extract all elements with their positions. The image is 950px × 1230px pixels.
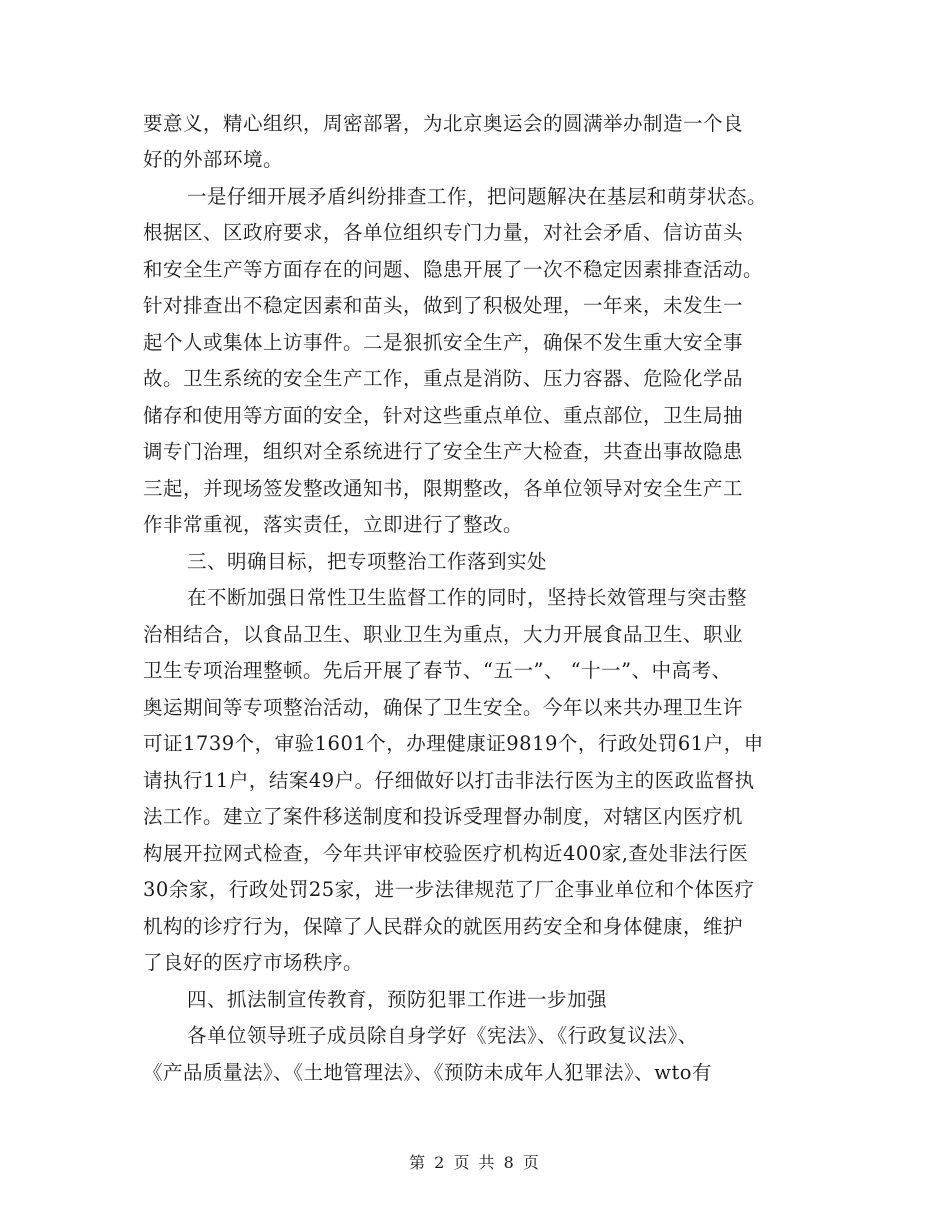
text-line: 和安全生产等方面存在的问题、隐患开展了一次不稳定因素排查活动。 — [143, 258, 764, 281]
text-line: 30余家，行政处罚25家，进一步法律规范了厂企事业单位和个体医疗 — [143, 878, 755, 901]
text-line: 根据区、区政府要求，各单位组织专门力量，对社会矛盾、信访苗头 — [143, 221, 744, 244]
text-line: 治相结合，以食品卫生、职业卫生为重点，大力开展食品卫生、职业 — [143, 623, 744, 646]
text-line: 法工作。建立了案件移送制度和投诉受理督办制度，对辖区内医疗机 — [143, 805, 744, 828]
text-line: 了良好的医疗市场秩序。 — [143, 951, 364, 974]
text-line: 机构的诊疗行为，保障了人民群众的就医用药安全和身体健康，维护 — [143, 915, 744, 938]
text-line: 要意义，精心组织，周密部署，为北京奥运会的圆满举办制造一个良 — [143, 112, 744, 135]
text-line: 奥运期间等专项整治活动，确保了卫生安全。今年以来共办理卫生许 — [143, 696, 744, 719]
text-line: 好的外部环境。 — [143, 148, 284, 171]
text-line: 故。卫生系统的安全生产工作，重点是消防、压力容器、危险化学品 — [143, 367, 744, 390]
text-line: 针对排查出不稳定因素和苗头，做到了积极处理，一年来，未发生一 — [143, 294, 744, 317]
paragraph-start: 一是仔细开展矛盾纠纷排查工作，把问题解决在基层和萌芽状态。 — [187, 185, 768, 208]
text-line: 储存和使用等方面的安全，针对这些重点单位、重点部位，卫生局抽 — [143, 404, 744, 427]
text-line: 调专门治理，组织对全系统进行了安全生产大检查，共查出事故隐患 — [143, 440, 744, 463]
text-line: 《产品质量法》、《土地管理法》、《预防未成年人犯罪法》、wto有 — [143, 1061, 713, 1084]
text-line: 三起，并现场签发整改通知书，限期整改，各单位领导对安全生产工 — [143, 477, 744, 500]
paragraph-start: 在不断加强日常性卫生监督工作的同时，坚持长效管理与突击整 — [187, 586, 748, 609]
paragraph-start: 各单位领导班子成员除自身学好《宪法》、《行政复议法》、 — [187, 1024, 698, 1047]
text-line: 构展开拉网式检查，今年共评审校验医疗机构近400家,查处非法行医 — [143, 842, 749, 865]
text-line: 作非常重视，落实责任，立即进行了整改。 — [143, 513, 524, 536]
section-heading: 三、明确目标，把专项整治工作落到实处 — [187, 550, 548, 573]
text-line: 请执行11户，结案49户。仔细做好以打击非法行医为主的医政监督执 — [143, 769, 755, 792]
section-heading: 四、抓法制宣传教育，预防犯罪工作进一步加强 — [187, 988, 608, 1011]
text-line: 卫生专项治理整顿。先后开展了春节、“五一”、 “十一”、中高考、 — [143, 659, 732, 682]
text-line: 可证1739个，审验1601个，办理健康证9819个，行政处罚61户，申 — [143, 732, 764, 755]
page-number-footer: 第 2 页 共 8 页 — [409, 1153, 541, 1172]
text-line: 起个人或集体上访事件。二是狠抓安全生产，确保不发生重大安全事 — [143, 331, 744, 354]
